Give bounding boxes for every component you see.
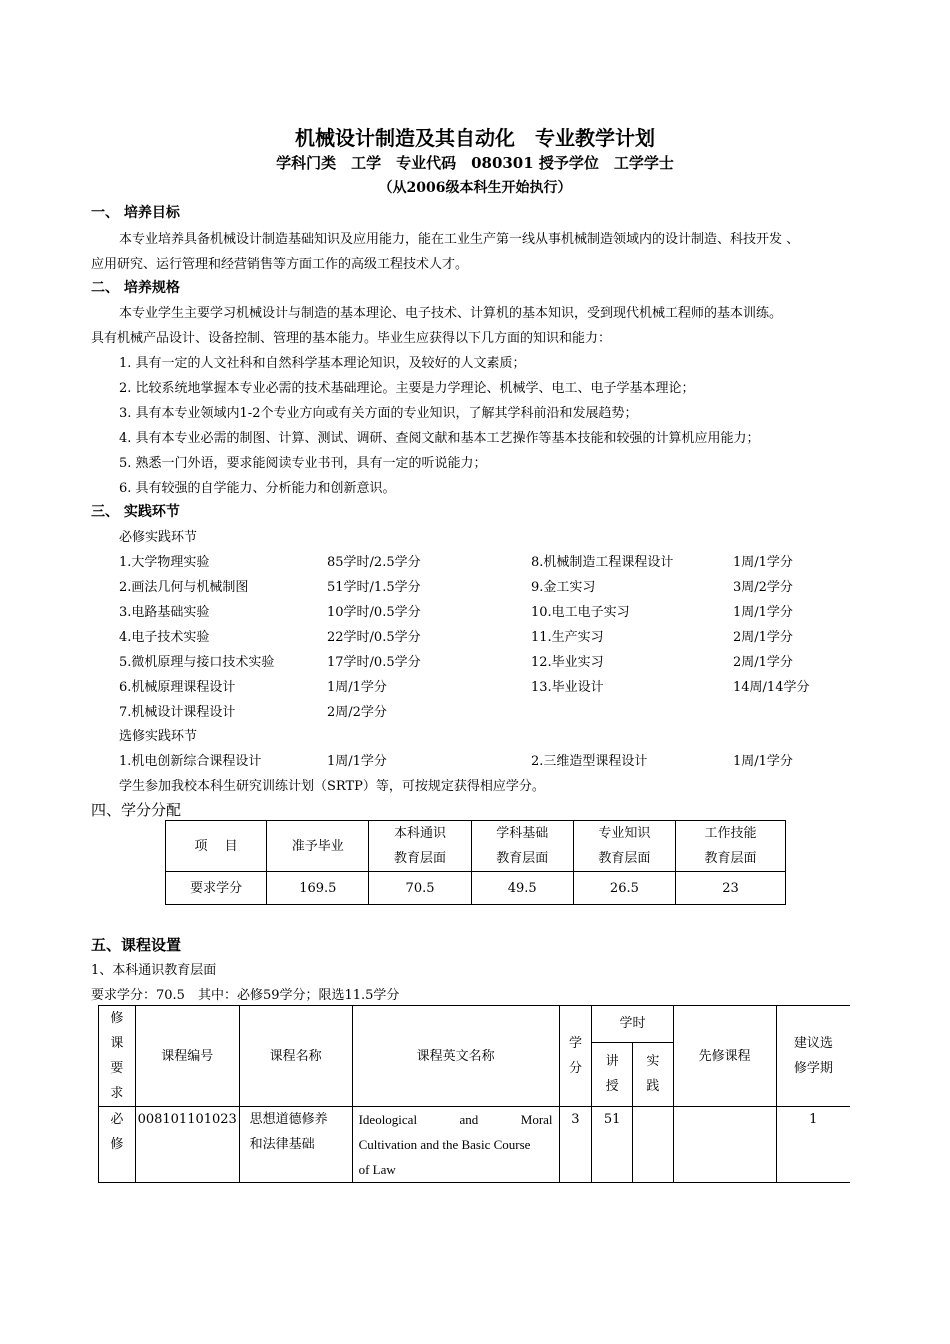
header-discipline-edu: 学科基础 教育层面 xyxy=(471,821,573,872)
practice-name: 9.金工实习 xyxy=(531,580,596,595)
practice-name: 2.三维造型课程设计 xyxy=(531,754,648,769)
course-prerequisite xyxy=(673,1107,776,1183)
header-item: 项 目 xyxy=(166,821,267,872)
practice-hours: 1周/1学分 xyxy=(327,754,387,769)
course-type: 必 修 xyxy=(99,1107,136,1183)
header-skill-edu: 工作技能 教育层面 xyxy=(676,821,786,872)
practice-hours: 2周/2学分 xyxy=(327,705,387,720)
practice-hours: 2周/1学分 xyxy=(733,655,793,670)
row-label: 要求学分 xyxy=(166,872,267,905)
header-hours: 学时 xyxy=(592,1006,673,1043)
page-subtitle: 学科门类 工学 专业代码 080301 授予学位 工学学士 xyxy=(276,154,674,172)
course-english-name: Ideological and Moral Cultivation and the Basic Course of Law xyxy=(352,1107,559,1183)
header-lecture: 讲 授 xyxy=(592,1042,633,1106)
practice-hours: 3周/2学分 xyxy=(733,580,793,595)
practice-name: 6.机械原理课程设计 xyxy=(119,680,236,695)
section-2-line-1: 本专业学生主要学习机械设计与制造的基本理论、电子技术、计算机的基本知识，受到现代机械工程师的基本训练。 xyxy=(119,306,783,321)
practice-name: 1.机电创新综合课程设计 xyxy=(119,754,262,769)
practice-name: 7.机械设计课程设计 xyxy=(119,705,236,720)
section-1-line-1: 本专业培养具备机械设计制造基础知识及应用能力，能在工业生产第一线从事机械制造领域内的设计制造、科技开发 、 xyxy=(119,232,800,247)
credit-value: 169.5 xyxy=(267,872,369,905)
header-course-type: 修 课 要 求 xyxy=(99,1006,136,1107)
header-course-code: 课程编号 xyxy=(135,1006,239,1107)
practice-name: 4.电子技术实验 xyxy=(119,630,210,645)
practice-hours: 1周/1学分 xyxy=(733,754,793,769)
practice-name: 12.毕业实习 xyxy=(531,655,604,670)
practice-name: 10.电工电子实习 xyxy=(531,605,630,620)
header-credit: 学 分 xyxy=(559,1006,592,1107)
header-course-name: 课程名称 xyxy=(239,1006,352,1107)
page-title: 机械设计制造及其自动化 专业教学计划 xyxy=(295,126,655,150)
credit-value: 26.5 xyxy=(573,872,675,905)
course-table xyxy=(98,1005,850,1183)
practice-hours: 51学时/1.5学分 xyxy=(327,580,421,595)
section-5-heading: 五、课程设置 xyxy=(91,936,182,954)
course-code: 008101101023 xyxy=(135,1107,239,1183)
practice-name: 11.生产实习 xyxy=(531,630,604,645)
course-term: 1 xyxy=(776,1107,850,1183)
practice-name: 5.微机原理与接口技术实验 xyxy=(119,655,275,670)
practice-name: 13.毕业设计 xyxy=(531,680,604,695)
practice-name: 1.大学物理实验 xyxy=(119,555,210,570)
course-credit: 3 xyxy=(559,1107,592,1183)
practice-name: 2.画法几何与机械制图 xyxy=(119,580,249,595)
header-graduation: 准予毕业 xyxy=(267,821,369,872)
elective-practice-title: 选修实践环节 xyxy=(119,729,198,744)
srtp-note: 学生参加我校本科生研究训练计划（SRTP）等，可按规定获得相应学分。 xyxy=(119,779,545,794)
section-2-heading: 二、 培养规格 xyxy=(91,280,180,296)
practice-hours: 17学时/0.5学分 xyxy=(327,655,421,670)
practice-hours: 85学时/2.5学分 xyxy=(327,555,421,570)
ability-item: 2. 比较系统地掌握本专业必需的技术基础理论。主要是力学理论、机械学、电工、电子学基本理论； xyxy=(119,381,695,396)
header-course-english: 课程英文名称 xyxy=(352,1006,559,1107)
practice-hours: 10学时/0.5学分 xyxy=(327,605,421,620)
section-2-line-2: 具有机械产品设计、设备控制、管理的基本能力。毕业生应获得以下几方面的知识和能力： xyxy=(91,331,612,346)
credit-value: 23 xyxy=(676,872,786,905)
practice-hours: 2周/1学分 xyxy=(733,630,793,645)
practice-hours: 1周/1学分 xyxy=(327,680,387,695)
practice-name: 3.电路基础实验 xyxy=(119,605,210,620)
ability-item: 1. 具有一定的人文社科和自然科学基本理论知识，及较好的人文素质； xyxy=(119,356,526,371)
credit-value: 49.5 xyxy=(471,872,573,905)
header-specialty-edu: 专业知识 教育层面 xyxy=(573,821,675,872)
section-5-sub: 1、本科通识教育层面 xyxy=(91,963,217,978)
effective-note: （从2006级本科生开始执行） xyxy=(378,180,572,196)
ability-item: 3. 具有本专业领域内1-2个专业方向或有关方面的专业知识，了解其学科前沿和发展趋势； xyxy=(119,406,638,421)
required-practice-title: 必修实践环节 xyxy=(119,530,198,545)
credit-value: 70.5 xyxy=(369,872,471,905)
practice-hours: 1周/1学分 xyxy=(733,555,793,570)
table-row xyxy=(99,1107,851,1183)
course-practice-hours xyxy=(633,1107,674,1183)
ability-item: 5. 熟悉一门外语，要求能阅读专业书刊，具有一定的听说能力； xyxy=(119,456,487,471)
section-4-heading: 四、学分分配 xyxy=(91,801,182,819)
ability-item: 6. 具有较强的自学能力、分析能力和创新意识。 xyxy=(119,481,396,496)
section-5-requirement: 要求学分：70.5 其中：必修59学分；限选11.5学分 xyxy=(91,988,400,1003)
section-3-heading: 三、 实践环节 xyxy=(91,504,180,520)
course-name: 思想道德修养 和法律基础 xyxy=(239,1107,352,1183)
header-general-edu: 本科通识 教育层面 xyxy=(369,821,471,872)
header-practice: 实 践 xyxy=(633,1042,674,1106)
section-1-line-2: 应用研究、运行管理和经营销售等方面工作的高级工程技术人才。 xyxy=(91,257,469,272)
practice-hours: 1周/1学分 xyxy=(733,605,793,620)
course-lecture-hours: 51 xyxy=(592,1107,633,1183)
credit-distribution-table xyxy=(165,820,786,905)
practice-hours: 22学时/0.5学分 xyxy=(327,630,421,645)
header-prerequisite: 先修课程 xyxy=(673,1006,776,1107)
practice-hours: 14周/14学分 xyxy=(733,680,810,695)
practice-name: 8.机械制造工程课程设计 xyxy=(531,555,674,570)
header-term: 建议选 修学期 xyxy=(776,1006,850,1107)
ability-item: 4. 具有本专业必需的制图、计算、测试、调研、查阅文献和基本工艺操作等基本技能和较强的计算机应用能力； xyxy=(119,431,760,446)
section-1-heading: 一、 培养目标 xyxy=(91,205,180,221)
